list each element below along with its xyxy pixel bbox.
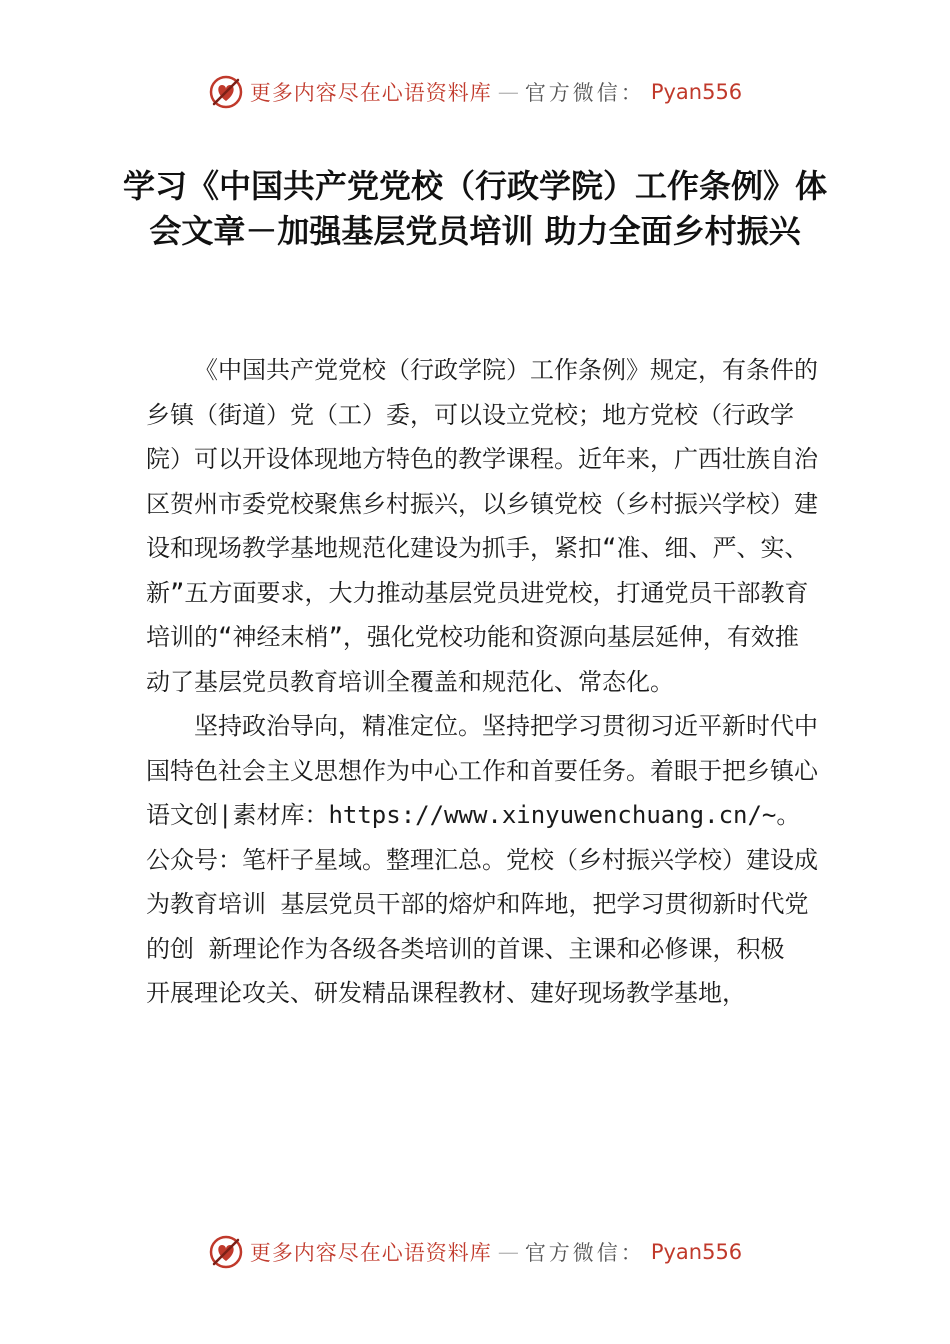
banner-wechat-label: 官方微信： bbox=[524, 1241, 645, 1265]
paragraph-2: 坚持政治导向，精准定位。坚持把学习贯彻习近平新时代中国特色社会主义思想作为中心工作和首要任务。着眼于把乡镇心语文创|素材库：https://www.xinyuwenchuang.cn/~。公众号：笔杆子星域。整理汇总。党校（乡村振兴学校）建设成为教育培训 基层党员干部的熔炉和阵地，把学习贯彻新时代党的创 新理论作为各级各类培训的首课、主课和必修课，积极 开展理论攻关、研发精品课程教材、建好现场教学基地， bbox=[146, 712, 818, 1007]
heart-pen-logo-icon bbox=[208, 1234, 244, 1270]
banner-wechat-label: 官方微信： bbox=[524, 81, 645, 105]
banner-wechat-id: Pyan556 bbox=[650, 1240, 743, 1264]
header-banner bbox=[0, 72, 950, 112]
banner-separator: — bbox=[497, 80, 519, 104]
banner-separator: — bbox=[497, 1240, 519, 1264]
document-body bbox=[146, 348, 818, 1016]
paragraph-1: 《中国共产党党校（行政学院）工作条例》规定，有条件的乡镇（街道）党（工）委，可以设立党校；地方党校（行政学院）可以开设体现地方特色的教学课程。近年来，广西壮族自治区贺州市委党校聚焦乡村振兴，以乡镇党校（乡村振兴学校）建设和现场教学基地规范化建设为抓手，紧扣“准、细、严、实、新”五方面要求，大力推动基层党员进党校，打通党员干部教育培训的“神经末梢”，强化党校功能和资源向基层延伸，有效推动了基层党员教育培训全覆盖和规范化、常态化。 bbox=[146, 356, 818, 696]
heart-pen-logo-icon bbox=[208, 74, 244, 110]
banner-text: 更多内容尽在心语资料库 bbox=[249, 81, 492, 105]
banner-text: 更多内容尽在心语资料库 bbox=[249, 1241, 492, 1265]
document-title: 学习《中国共产党党校（行政学院）工作条例》体会文章－加强基层党员培训 助力全面乡村振兴 bbox=[122, 167, 827, 250]
banner-wechat-id: Pyan556 bbox=[650, 80, 743, 104]
footer-banner bbox=[0, 1232, 950, 1272]
